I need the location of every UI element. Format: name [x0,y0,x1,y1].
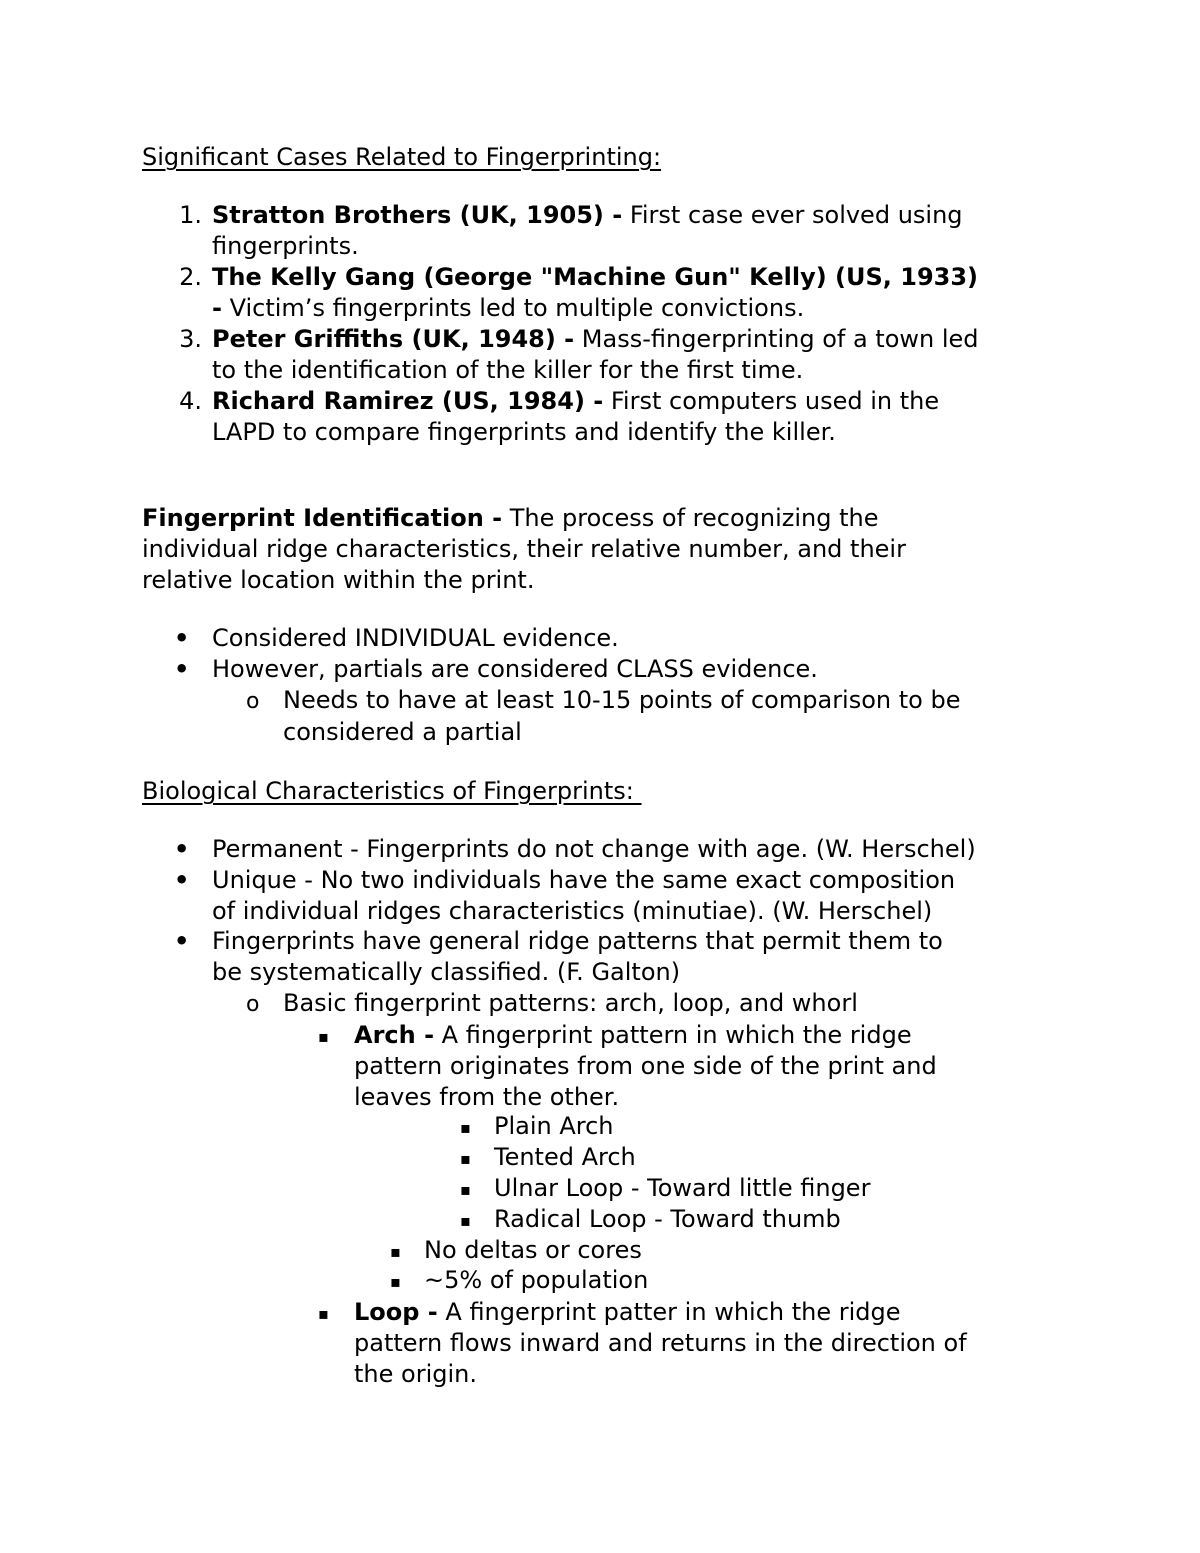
square-bullet-icon: ▪ [460,1180,471,1199]
case-title: Stratton Brothers (UK, 1905) - [212,201,623,229]
square-bullet-icon: ▪ [318,1027,329,1046]
case-dash: - [212,294,222,322]
identification-line [142,503,878,534]
case-line [212,200,963,231]
circle-bullet-icon: o [246,992,260,1017]
list-item: Considered INDIVIDUAL evidence. [212,624,619,652]
list-item: Unique - No two individuals have the same exact composition [212,866,956,894]
case-line [212,386,939,417]
case-description-cont: fingerprints. [212,232,359,260]
loop-text: the origin. [354,1360,477,1388]
case-title: Richard Ramirez (US, 1984) - [212,387,604,415]
arch-text: A fingerprint pattern in which the ridge [434,1021,912,1049]
case-number: 1. [179,201,202,229]
square-bullet-icon: ▪ [460,1149,471,1168]
list-item: However, partials are considered CLASS evidence. [212,655,818,683]
list-item-cont: be systematically classified. (F. Galton) [212,958,681,986]
case-description: First case ever solved using [622,201,963,229]
arch-term: Arch - [354,1021,435,1049]
square-bullet-icon: ▪ [460,1211,471,1230]
case-description-cont: to the identification of the killer for the first time. [212,356,804,384]
square-bullet-icon: ▪ [460,1118,471,1137]
loop-text: A fingerprint patter in which the ridge [437,1298,901,1326]
case-description: Mass-fingerprinting of a town led [574,325,979,353]
bullet-icon: • [174,866,190,894]
list-item: Needs to have at least 10-15 points of comparison to be [283,686,961,714]
case-line [212,262,978,293]
square-bullet-icon: ▪ [390,1242,401,1261]
list-item: Basic fingerprint patterns: arch, loop, and whorl [283,989,858,1017]
list-item-cont: of individual ridges characteristics (minutiae). (W. Herschel) [212,897,933,925]
loop-line [354,1297,901,1328]
loop-text: pattern flows inward and returns in the direction of [354,1329,967,1357]
case-number: 3. [179,325,202,353]
arch-note: No deltas or cores [424,1236,642,1264]
case-number: 2. [179,263,202,291]
heading-biological-characteristics: Biological Characteristics of Fingerprints: [142,777,642,805]
case-description: Victim’s fingerprints led to multiple convictions. [221,294,805,322]
case-description: First computers used in the [603,387,940,415]
loop-term: Loop - [354,1298,438,1326]
bullet-icon: • [174,927,190,955]
arch-line [354,1020,912,1051]
arch-text: leaves from the other. [354,1083,620,1111]
list-item: Permanent - Fingerprints do not change with age. (W. Herschel) [212,835,976,863]
square-bullet-icon: ▪ [390,1272,401,1291]
arch-type: Plain Arch [494,1112,614,1140]
case-title: Peter Griffiths (UK, 1948) - [212,325,575,353]
identification-term: Fingerprint Identification - [142,504,503,532]
arch-note: ~5% of population [424,1266,649,1294]
case-line-cont [212,293,804,324]
list-item-cont: considered a partial [283,718,522,746]
case-description-cont: LAPD to compare fingerprints and identify the killer. [212,418,836,446]
arch-type: Radical Loop - Toward thumb [494,1205,841,1233]
circle-bullet-icon: o [246,689,260,714]
square-bullet-icon: ▪ [318,1304,329,1323]
identification-text: individual ridge characteristics, their relative number, and their [142,535,906,563]
case-number: 4. [179,387,202,415]
identification-text: The process of recognizing the [502,504,879,532]
arch-type: Ulnar Loop - Toward little finger [494,1174,871,1202]
bullet-icon: • [174,624,190,652]
bullet-icon: • [174,655,190,683]
case-title: The Kelly Gang (George "Machine Gun" Kelly) (US, 1933) [212,263,979,291]
identification-text: relative location within the print. [142,566,535,594]
heading-significant-cases: Significant Cases Related to Fingerprinting: [142,143,662,171]
list-item: Fingerprints have general ridge patterns that permit them to [212,927,943,955]
bullet-icon: • [174,835,190,863]
arch-text: pattern originates from one side of the print and [354,1052,937,1080]
case-line [212,324,979,355]
arch-type: Tented Arch [494,1143,636,1171]
